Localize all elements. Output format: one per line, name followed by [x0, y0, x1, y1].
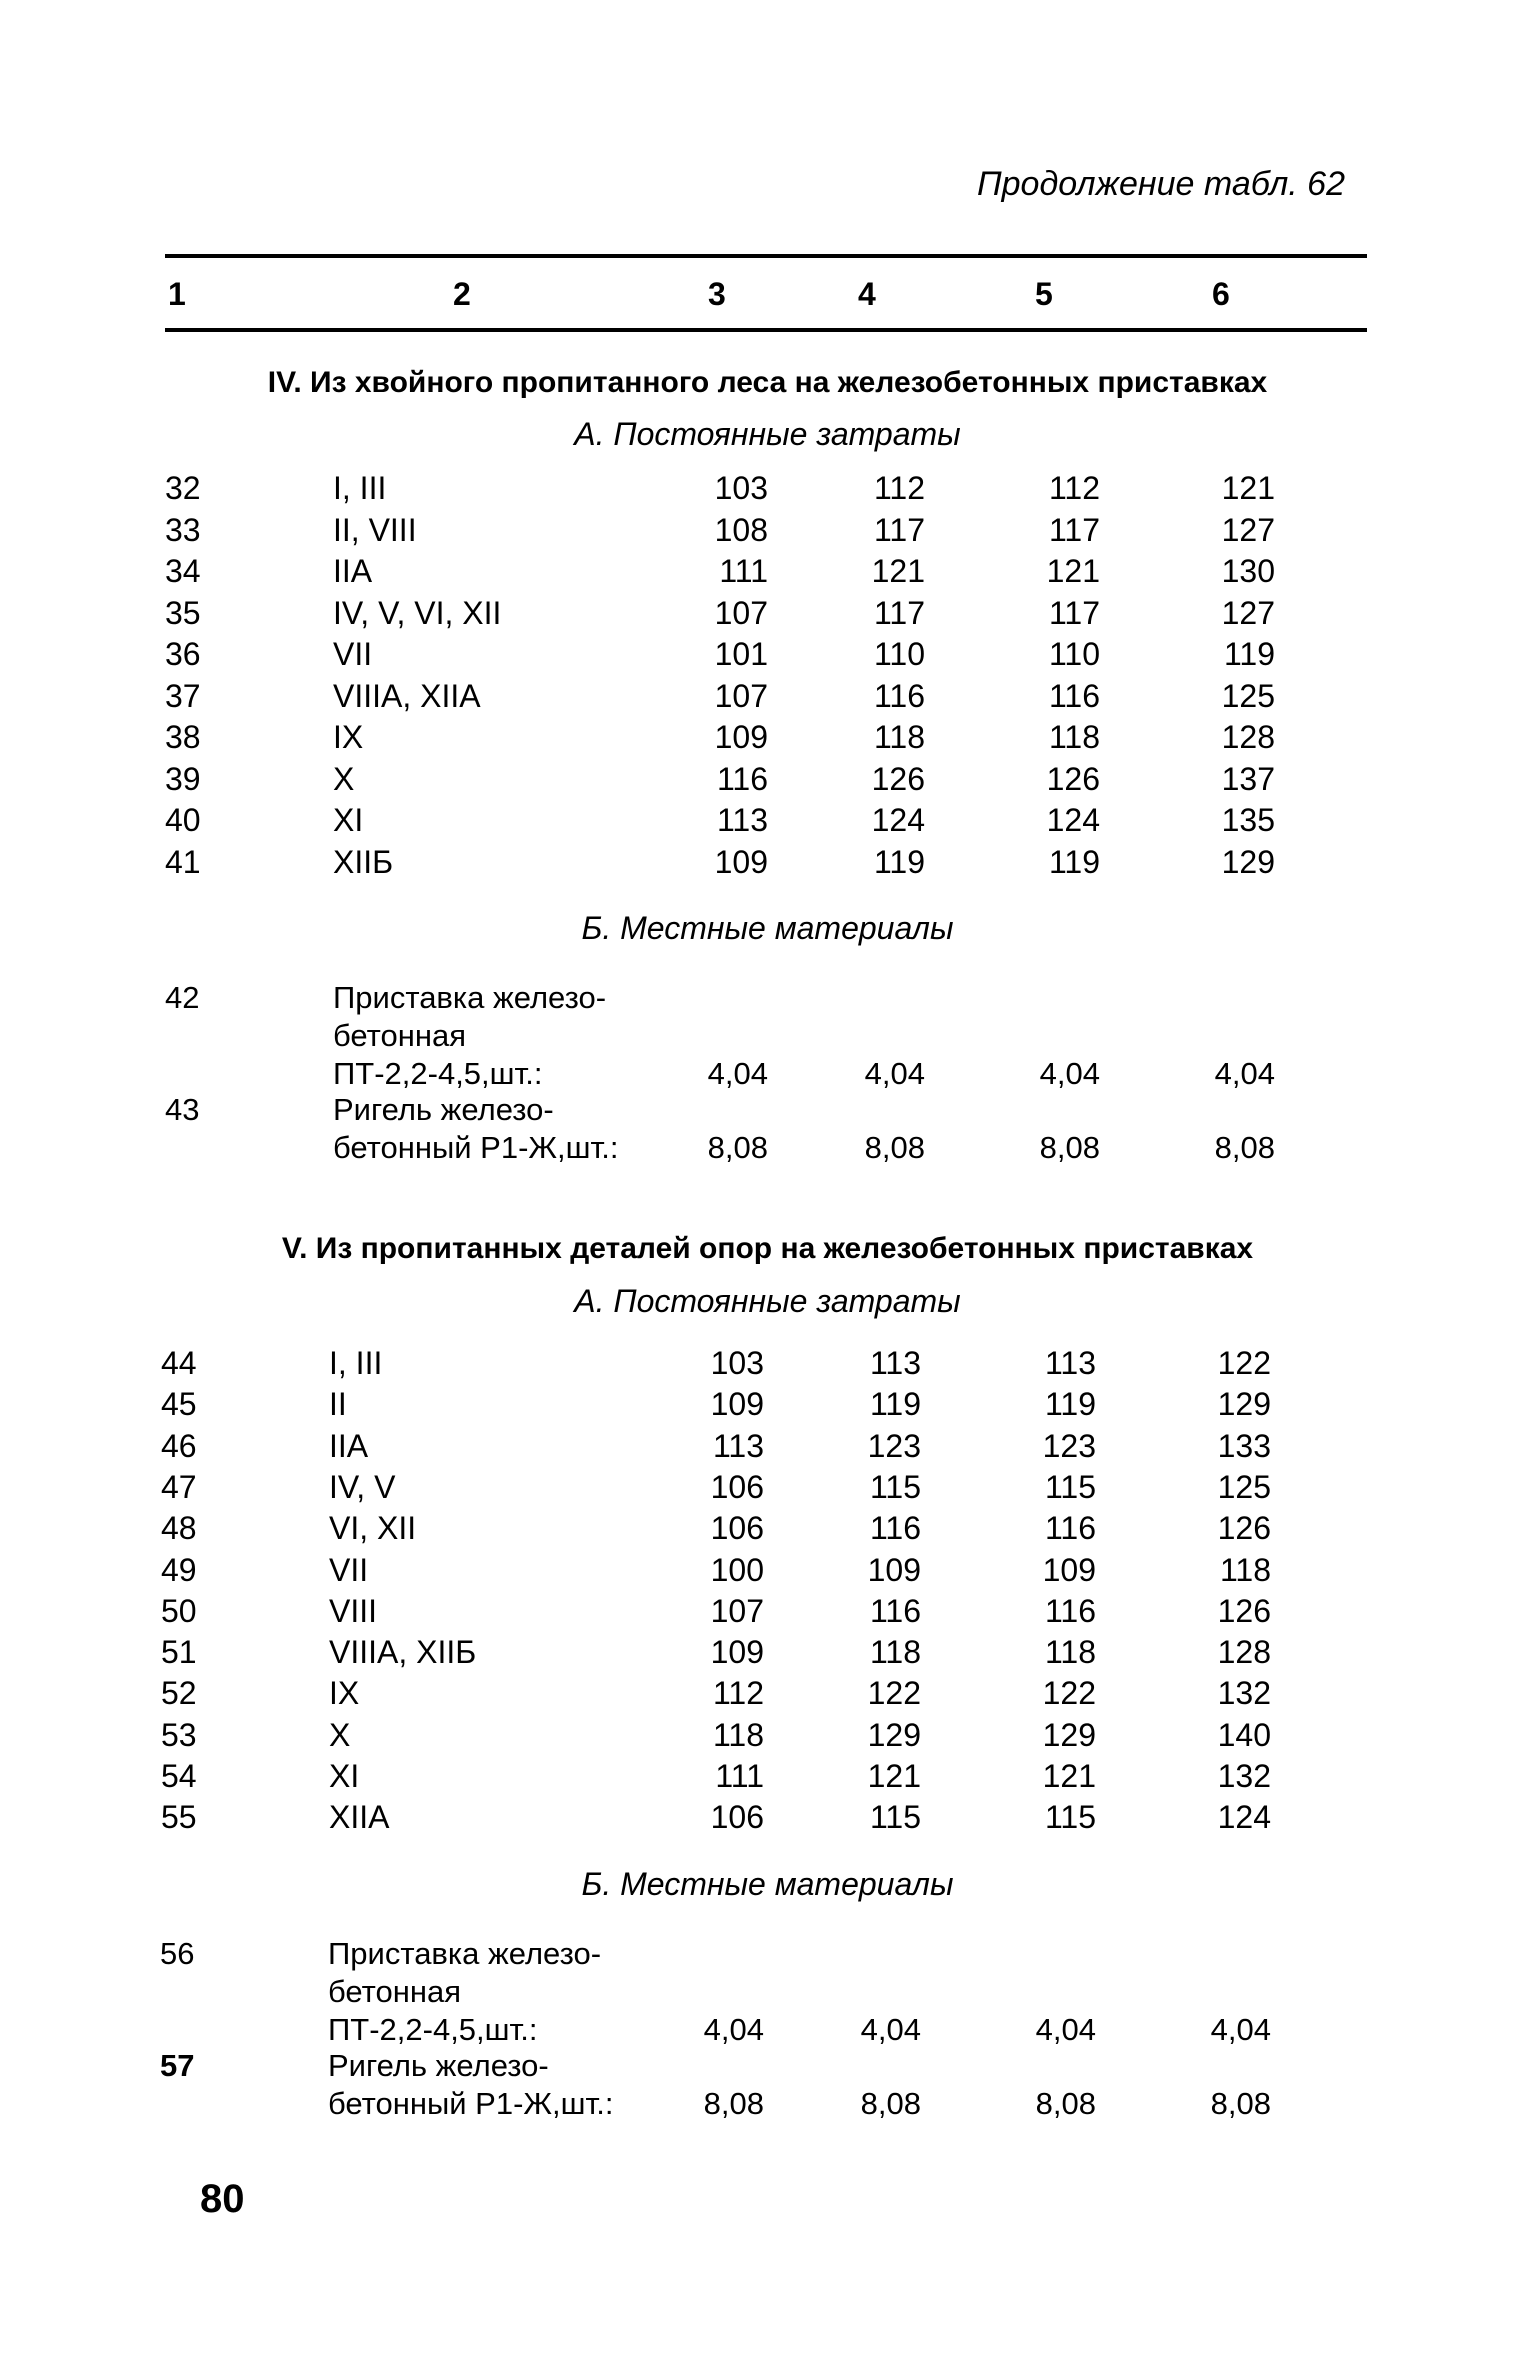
value-col-3: 112 — [712, 1675, 764, 1712]
value-col-3: 4,04 — [707, 1056, 768, 1091]
table-row — [0, 1428, 1531, 1469]
row-name: IX — [329, 1675, 360, 1712]
value-col-3: 107 — [714, 594, 768, 631]
value-col-4: 4,04 — [864, 1056, 925, 1091]
value-col-5: 121 — [1046, 553, 1100, 589]
value-col-3: 118 — [712, 1716, 764, 1753]
row-name: I, III — [329, 1345, 383, 1381]
row-number: 33 — [165, 511, 201, 548]
subsection-fixed-costs: А. Постоянные затраты — [574, 416, 961, 452]
column-header-2: 2 — [453, 276, 471, 312]
value-col-6: 137 — [1221, 760, 1275, 797]
row-number: 50 — [161, 1592, 197, 1629]
row-number: 48 — [161, 1510, 197, 1547]
table-row — [0, 553, 1535, 594]
row-number: 53 — [161, 1716, 197, 1753]
material-name-line: бетонная — [328, 1974, 461, 2009]
value-col-6: 132 — [1217, 1758, 1271, 1794]
row-number: 36 — [165, 636, 201, 672]
table-row — [0, 761, 1535, 802]
value-col-6: 130 — [1221, 553, 1275, 589]
table-row — [0, 1345, 1531, 1386]
row-name: IV, V, VI, XII — [333, 594, 502, 631]
table-row — [0, 1469, 1531, 1510]
value-col-4: 118 — [873, 719, 925, 755]
row-number: 41 — [165, 843, 201, 880]
value-col-4: 122 — [867, 1675, 921, 1712]
value-col-5: 109 — [1042, 1551, 1096, 1588]
table-row — [0, 1386, 1531, 1427]
table-row — [0, 595, 1535, 636]
value-col-5: 4,04 — [1035, 2012, 1096, 2047]
row-number: 51 — [161, 1634, 197, 1671]
value-col-3: 106 — [710, 1468, 764, 1505]
table-row — [0, 802, 1535, 843]
row-number: 34 — [165, 553, 201, 589]
table-row — [0, 1799, 1531, 1840]
value-col-4: 110 — [873, 636, 925, 672]
value-col-4: 119 — [869, 1386, 921, 1423]
row-name: IX — [333, 719, 364, 755]
column-header-1: 1 — [168, 276, 186, 312]
table-caption: Продолжение табл. 62 — [977, 165, 1345, 203]
value-col-5: 117 — [1048, 511, 1100, 548]
row-number: 49 — [161, 1551, 197, 1588]
row-number: 38 — [165, 719, 201, 755]
value-col-4: 115 — [869, 1799, 921, 1836]
value-col-4: 129 — [867, 1716, 921, 1753]
value-col-3: 109 — [710, 1386, 764, 1423]
value-col-3: 107 — [714, 677, 768, 714]
value-col-3: 103 — [710, 1345, 764, 1381]
row-name: IIA — [329, 1427, 369, 1464]
value-col-5: 4,04 — [1039, 1056, 1100, 1091]
value-col-4: 4,04 — [860, 2012, 921, 2047]
value-col-3: 8,08 — [707, 1130, 768, 1165]
table-row — [0, 844, 1535, 885]
value-col-6: 133 — [1217, 1427, 1271, 1464]
row-number: 57 — [160, 2048, 195, 2083]
value-col-3: 106 — [710, 1799, 764, 1836]
value-col-6: 127 — [1221, 511, 1275, 548]
value-col-3: 107 — [710, 1592, 764, 1629]
table-row — [0, 719, 1535, 760]
value-col-6: 4,04 — [1214, 1056, 1275, 1091]
row-name: XI — [329, 1758, 360, 1794]
value-col-5: 119 — [1048, 843, 1100, 880]
value-col-3: 113 — [712, 1427, 764, 1464]
value-col-6: 128 — [1221, 719, 1275, 755]
row-name: XIIБ — [333, 843, 394, 880]
value-col-6: 125 — [1217, 1468, 1271, 1505]
section-title: IV. Из хвойного пропитанного леса на железобетонных приставках — [267, 366, 1268, 399]
row-name: X — [329, 1716, 351, 1753]
value-col-5: 112 — [1048, 470, 1100, 506]
row-number: 46 — [161, 1427, 197, 1464]
value-col-6: 135 — [1221, 802, 1275, 838]
column-header-6: 6 — [1212, 276, 1230, 312]
row-number: 45 — [161, 1386, 197, 1423]
value-col-4: 121 — [867, 1758, 921, 1794]
row-number: 54 — [161, 1758, 197, 1794]
value-col-5: 8,08 — [1035, 2086, 1096, 2121]
row-number: 39 — [165, 760, 201, 797]
value-col-6: 127 — [1221, 594, 1275, 631]
value-col-5: 118 — [1044, 1634, 1096, 1671]
material-name-line: Приставка железо- — [333, 980, 607, 1015]
value-col-5: 123 — [1042, 1427, 1096, 1464]
row-number: 35 — [165, 594, 201, 631]
column-header-3: 3 — [708, 276, 726, 312]
subsection-local-materials: Б. Местные материалы — [581, 910, 954, 946]
material-name-line: бетонный Р1-Ж,шт.: — [333, 1130, 619, 1165]
row-name: I, III — [333, 470, 387, 506]
subsection-fixed-costs: А. Постоянные затраты — [574, 1283, 961, 1319]
value-col-3: 4,04 — [703, 2012, 764, 2047]
material-name-line: Ригель железо- — [333, 1092, 554, 1127]
table-row — [0, 512, 1535, 553]
value-col-4: 112 — [873, 470, 925, 506]
value-col-4: 109 — [867, 1551, 921, 1588]
value-col-5: 110 — [1048, 636, 1100, 672]
value-col-4: 117 — [873, 511, 925, 548]
value-col-6: 4,04 — [1210, 2012, 1271, 2047]
row-number: 56 — [160, 1936, 195, 1971]
row-name: IIA — [333, 553, 373, 589]
table-row — [0, 636, 1535, 677]
value-col-6: 122 — [1217, 1345, 1271, 1381]
table-row — [0, 1675, 1531, 1716]
value-col-4: 123 — [867, 1427, 921, 1464]
row-number: 42 — [165, 980, 200, 1015]
value-col-3: 101 — [714, 636, 768, 672]
row-name: XI — [333, 802, 364, 838]
value-col-3: 8,08 — [703, 2086, 764, 2121]
value-col-5: 115 — [1044, 1799, 1096, 1836]
section-title: V. Из пропитанных деталей опор на железобетонных приставках — [281, 1232, 1254, 1265]
value-col-6: 119 — [1223, 636, 1275, 672]
value-col-5: 113 — [1044, 1345, 1096, 1381]
value-col-6: 8,08 — [1210, 2086, 1271, 2121]
row-name: VI, XII — [329, 1510, 417, 1547]
value-col-6: 128 — [1217, 1634, 1271, 1671]
value-col-5: 126 — [1046, 760, 1100, 797]
value-col-5: 129 — [1042, 1716, 1096, 1753]
value-col-6: 140 — [1217, 1716, 1271, 1753]
row-number: 55 — [161, 1799, 197, 1836]
table-row — [0, 1634, 1531, 1675]
row-number: 37 — [165, 677, 201, 714]
header-top-rule — [165, 254, 1367, 258]
value-col-4: 116 — [869, 1510, 921, 1547]
value-col-4: 115 — [869, 1468, 921, 1505]
table-row — [0, 1593, 1531, 1634]
row-name: VII — [329, 1551, 369, 1588]
table-row — [0, 1510, 1531, 1551]
value-col-6: 126 — [1217, 1510, 1271, 1547]
value-col-3: 109 — [714, 843, 768, 880]
value-col-5: 8,08 — [1039, 1130, 1100, 1165]
value-col-5: 116 — [1044, 1510, 1096, 1547]
value-col-5: 117 — [1048, 594, 1100, 631]
value-col-3: 103 — [714, 470, 768, 506]
row-number: 44 — [161, 1345, 197, 1381]
value-col-5: 118 — [1048, 719, 1100, 755]
value-col-4: 8,08 — [864, 1130, 925, 1165]
value-col-3: 113 — [716, 802, 768, 838]
value-col-5: 116 — [1048, 677, 1100, 714]
row-number: 47 — [161, 1468, 197, 1505]
value-col-6: 129 — [1221, 843, 1275, 880]
value-col-4: 124 — [871, 802, 925, 838]
value-col-5: 115 — [1044, 1468, 1096, 1505]
row-name: VII — [333, 636, 373, 672]
material-name-line: бетонная — [333, 1018, 466, 1053]
value-col-4: 113 — [869, 1345, 921, 1381]
value-col-6: 121 — [1221, 470, 1275, 506]
value-col-4: 116 — [869, 1592, 921, 1629]
row-number: 52 — [161, 1675, 197, 1712]
value-col-4: 8,08 — [860, 2086, 921, 2121]
value-col-5: 122 — [1042, 1675, 1096, 1712]
material-name-line: Приставка железо- — [328, 1936, 602, 1971]
value-col-3: 100 — [710, 1551, 764, 1588]
row-name: VIIIA, XIIA — [333, 677, 481, 714]
material-name-line: ПТ-2,2-4,5,шт.: — [328, 2012, 538, 2047]
value-col-6: 124 — [1217, 1799, 1271, 1836]
value-col-6: 8,08 — [1214, 1130, 1275, 1165]
value-col-4: 126 — [871, 760, 925, 797]
value-col-6: 126 — [1217, 1592, 1271, 1629]
header-bottom-rule — [165, 328, 1367, 332]
value-col-3: 109 — [714, 719, 768, 755]
row-name: IV, V — [329, 1468, 396, 1505]
row-number: 40 — [165, 802, 201, 838]
row-number: 43 — [165, 1092, 200, 1127]
value-col-5: 121 — [1042, 1758, 1096, 1794]
row-name: II, VIII — [333, 511, 417, 548]
value-col-4: 117 — [873, 594, 925, 631]
table-row — [0, 678, 1535, 719]
table-row — [0, 470, 1535, 511]
value-col-3: 111 — [715, 1758, 764, 1794]
row-name: VIIIA, XIIБ — [329, 1634, 477, 1671]
row-name: VIII — [329, 1592, 378, 1629]
column-header-4: 4 — [858, 276, 876, 312]
value-col-5: 116 — [1044, 1592, 1096, 1629]
value-col-3: 106 — [710, 1510, 764, 1547]
row-name: X — [333, 760, 355, 797]
row-name: II — [329, 1386, 347, 1423]
value-col-5: 119 — [1044, 1386, 1096, 1423]
value-col-3: 111 — [719, 553, 768, 589]
value-col-4: 118 — [869, 1634, 921, 1671]
subsection-local-materials: Б. Местные материалы — [581, 1866, 954, 1902]
column-header-5: 5 — [1035, 276, 1053, 312]
table-row — [0, 1758, 1531, 1799]
value-col-6: 118 — [1219, 1551, 1271, 1588]
row-number: 32 — [165, 470, 201, 506]
page-number: 80 — [200, 2177, 245, 2221]
material-name-line: ПТ-2,2-4,5,шт.: — [333, 1056, 543, 1091]
value-col-6: 132 — [1217, 1675, 1271, 1712]
value-col-4: 121 — [871, 553, 925, 589]
value-col-4: 116 — [873, 677, 925, 714]
value-col-4: 119 — [873, 843, 925, 880]
value-col-3: 109 — [710, 1634, 764, 1671]
table-row — [0, 1717, 1531, 1758]
table-row — [0, 1552, 1531, 1593]
material-name-line: бетонный Р1-Ж,шт.: — [328, 2086, 614, 2121]
value-col-6: 129 — [1217, 1386, 1271, 1423]
value-col-6: 125 — [1221, 677, 1275, 714]
value-col-3: 108 — [714, 511, 768, 548]
row-name: XIIA — [329, 1799, 390, 1836]
value-col-3: 116 — [716, 760, 768, 797]
material-name-line: Ригель железо- — [328, 2048, 549, 2083]
value-col-5: 124 — [1046, 802, 1100, 838]
